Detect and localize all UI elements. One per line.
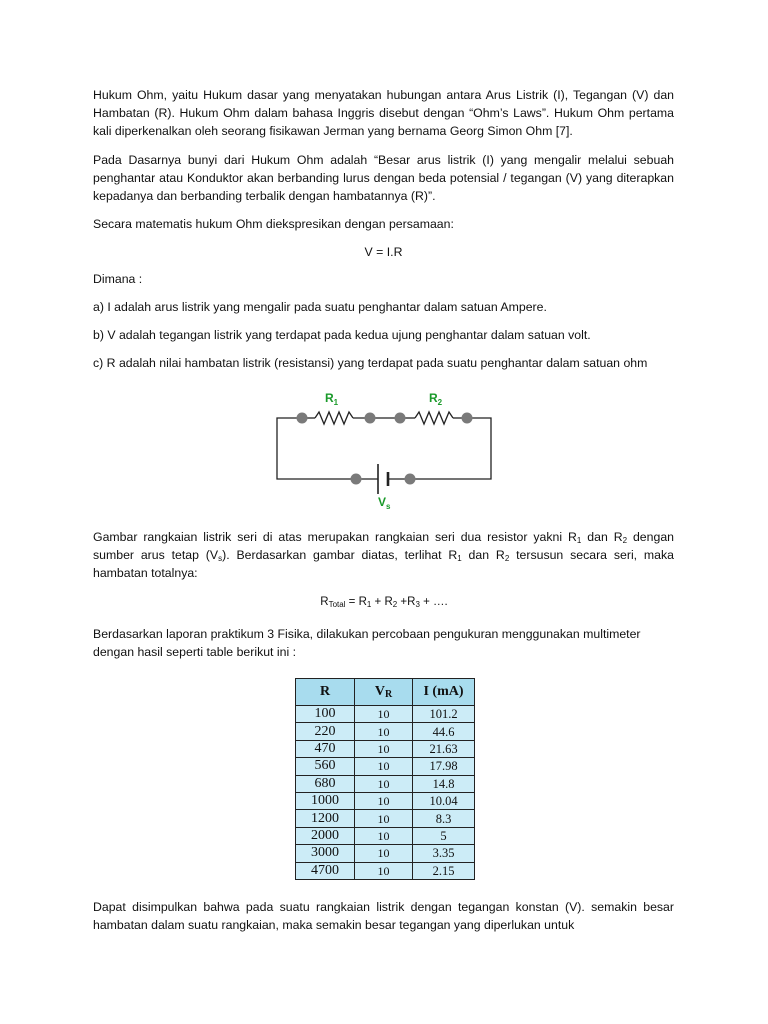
cell-r: 680 bbox=[296, 775, 355, 792]
formula-total-resistance: $R_{Total} = R_1 + R_2 +R_3$ + …. bbox=[320, 596, 448, 609]
terminal-dot bbox=[365, 413, 376, 424]
document-body-4 bbox=[93, 898, 674, 934]
dimana-label: Dimana : bbox=[93, 272, 143, 286]
table-row bbox=[296, 792, 475, 809]
table-row bbox=[296, 740, 475, 757]
cell-i-ma: 14.8 bbox=[413, 775, 475, 792]
definition-item-a: a) I adalah arus listrik yang mengalir pada suatu penghantar dalam satuan Ampere. bbox=[93, 300, 547, 314]
terminal-dot bbox=[462, 413, 473, 424]
cell-vr: 10 bbox=[355, 810, 413, 827]
cell-r: 470 bbox=[296, 740, 355, 757]
cell-vr: 10 bbox=[355, 792, 413, 809]
table-row bbox=[296, 862, 475, 879]
table-row bbox=[296, 758, 475, 775]
cell-r: 100 bbox=[296, 706, 355, 723]
document-body bbox=[93, 86, 674, 372]
cell-r: 3000 bbox=[296, 845, 355, 862]
header-i-ma: I (mA) bbox=[413, 679, 475, 706]
label-vs: $V_s$ bbox=[378, 495, 391, 511]
paragraph-ohm-statement: Pada Dasarnya bunyi dari Hukum Ohm adalah “Besar arus listrik (I) yang mengalir melalui sebuah penghantar atau Konduktor akan berbanding lurus dengan beda potensial / tegangan (V) yang diterapkan kepadanya dan berbanding terbalik dengan hambatannya (R)”. bbox=[93, 153, 674, 203]
table-header-row bbox=[296, 679, 475, 706]
resistor-r1 bbox=[315, 412, 353, 424]
paragraph-experiment-intro: Berdasarkan laporan praktikum 3 Fisika, dilakukan percobaan pengukuran menggunakan multimeter dengan hasil seperti table berikut ini : bbox=[93, 627, 641, 659]
cell-i-ma: 44.6 bbox=[413, 723, 475, 740]
table-row bbox=[296, 810, 475, 827]
cell-vr: 10 bbox=[355, 827, 413, 844]
cell-vr: 10 bbox=[355, 740, 413, 757]
cell-vr: 10 bbox=[355, 723, 413, 740]
cell-r: 2000 bbox=[296, 827, 355, 844]
cell-i-ma: 2.15 bbox=[413, 862, 475, 879]
terminal-dot bbox=[297, 413, 308, 424]
series-circuit-diagram bbox=[270, 384, 500, 514]
cell-i-ma: 5 bbox=[413, 827, 475, 844]
paragraph-conclusion: Dapat disimpulkan bahwa pada suatu rangkaian listrik dengan tegangan konstan (V). semakin besar hambatan dalam suatu rangkaian, maka semakin besar tegangan yang diperlukan untuk bbox=[93, 900, 674, 932]
cell-i-ma: 17.98 bbox=[413, 758, 475, 775]
definition-item-b: b) V adalah tegangan listrik yang terdapat pada kedua ujung penghantar dalam satuan volt. bbox=[93, 328, 591, 342]
wire-right bbox=[410, 418, 491, 479]
table-body bbox=[296, 706, 475, 880]
table-row bbox=[296, 775, 475, 792]
paragraph-ohm-intro: Hukum Ohm, yaitu Hukum dasar yang menyatakan hubungan antara Arus Listrik (I), Tegangan (V) dan Hambatan (R). Hukum Ohm dalam bahasa Inggris disebut dengan “Ohm’s Laws”. Hukum Ohm pertama kali diperkenalkan oleh seorang fisikawan Jerman yang bernama Georg Simon Ohm [7]. bbox=[93, 88, 674, 138]
cell-r: 4700 bbox=[296, 862, 355, 879]
measurement-table bbox=[295, 678, 475, 880]
table-row bbox=[296, 706, 475, 723]
definition-item-c: c) R adalah nilai hambatan listrik (resistansi) yang terdapat pada suatu penghantar dalam satuan ohm bbox=[93, 356, 648, 370]
table-row bbox=[296, 723, 475, 740]
cell-vr: 10 bbox=[355, 775, 413, 792]
header-vr: $V_R$ bbox=[355, 679, 413, 706]
cell-vr: 10 bbox=[355, 862, 413, 879]
label-r2: $R_2$ bbox=[429, 391, 443, 407]
wire-left bbox=[277, 418, 354, 479]
cell-vr: 10 bbox=[355, 845, 413, 862]
cell-i-ma: 10.04 bbox=[413, 792, 475, 809]
cell-vr: 10 bbox=[355, 706, 413, 723]
terminal-dot bbox=[405, 474, 416, 485]
cell-i-ma: 21.63 bbox=[413, 740, 475, 757]
formula-ohm: V = I.R bbox=[364, 245, 403, 259]
cell-i-ma: 101.2 bbox=[413, 706, 475, 723]
header-r: R bbox=[296, 679, 355, 706]
cell-vr: 10 bbox=[355, 758, 413, 775]
table-row bbox=[296, 827, 475, 844]
cell-r: 220 bbox=[296, 723, 355, 740]
cell-i-ma: 8.3 bbox=[413, 810, 475, 827]
cell-r: 1200 bbox=[296, 810, 355, 827]
paragraph-equation-intro: Secara matematis hukum Ohm diekspresikan dengan persamaan: bbox=[93, 217, 454, 231]
terminal-dot bbox=[395, 413, 406, 424]
circuit-svg bbox=[270, 384, 500, 514]
label-r1: $R_1$ bbox=[325, 391, 339, 407]
document-body-2 bbox=[93, 528, 674, 582]
cell-r: 1000 bbox=[296, 792, 355, 809]
terminal-dot bbox=[351, 474, 362, 485]
table-row bbox=[296, 845, 475, 862]
cell-r: 560 bbox=[296, 758, 355, 775]
resistor-r2 bbox=[415, 412, 453, 424]
paragraph-circuit-description: Gambar rangkaian listrik seri di atas merupakan rangkaian seri dua resistor yakni $R_1$ dan $R_2$ dengan sumber arus tetap $(V_s)$. Berdasarkan gambar diatas, terlihat $R_1$ dan $R_2$ tersusun secara seri, maka hambatan totalnya: bbox=[93, 530, 675, 580]
document-body-3 bbox=[93, 625, 674, 661]
cell-i-ma: 3.35 bbox=[413, 845, 475, 862]
